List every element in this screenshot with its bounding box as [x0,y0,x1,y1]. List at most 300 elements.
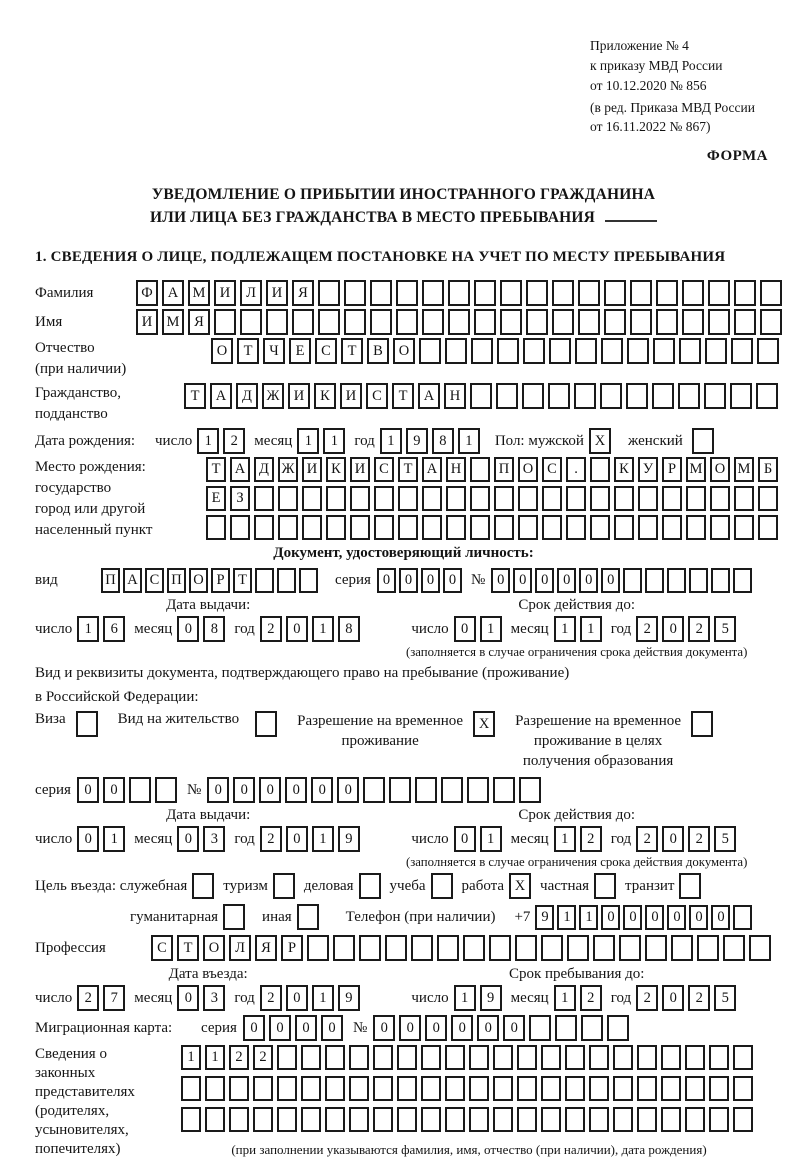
form-cell[interactable]: С [145,568,164,593]
form-cell[interactable] [446,515,466,540]
form-cell[interactable] [467,777,489,803]
form-cell[interactable]: 0 [662,616,684,642]
form-cell[interactable]: 1 [103,826,125,852]
form-cell[interactable] [254,515,274,540]
form-cell[interactable]: 0 [286,616,308,642]
form-cell[interactable]: 9 [535,905,554,930]
form-cell[interactable] [333,935,355,961]
form-cell[interactable] [359,873,381,899]
form-cell[interactable] [253,1076,273,1101]
form-cell[interactable]: П [101,568,120,593]
form-cell[interactable]: 9 [338,985,360,1011]
form-cell[interactable]: 0 [295,1015,317,1041]
form-cell[interactable]: 1 [579,905,598,930]
form-cell[interactable]: И [266,280,288,306]
form-cell[interactable] [709,1107,729,1132]
form-cell[interactable] [397,1076,417,1101]
form-cell[interactable] [637,1076,657,1101]
form-cell[interactable] [373,1045,393,1070]
form-cell[interactable]: 0 [513,568,532,593]
form-cell[interactable] [344,309,366,335]
form-cell[interactable] [515,935,537,961]
form-cell[interactable]: 0 [259,777,281,803]
form-cell[interactable] [552,280,574,306]
form-cell[interactable]: 1 [312,616,334,642]
form-cell[interactable] [601,338,623,364]
form-cell[interactable] [604,280,626,306]
form-cell[interactable] [541,1076,561,1101]
form-cell[interactable]: 3 [203,985,225,1011]
form-cell[interactable] [445,338,467,364]
form-cell[interactable] [517,1076,537,1101]
form-cell[interactable]: 0 [207,777,229,803]
form-cell[interactable] [396,309,418,335]
form-cell[interactable] [607,1015,629,1041]
form-cell[interactable]: Т [392,383,414,409]
form-cell[interactable] [255,568,274,593]
form-cell[interactable]: 5 [714,826,736,852]
form-cell[interactable]: О [393,338,415,364]
form-cell[interactable] [686,515,706,540]
form-cell[interactable]: Б [758,457,778,482]
form-cell[interactable]: 0 [451,1015,473,1041]
form-cell[interactable]: С [315,338,337,364]
form-cell[interactable]: 1 [297,428,319,454]
form-cell[interactable]: Я [188,309,210,335]
form-cell[interactable] [398,486,418,511]
form-cell[interactable] [638,515,658,540]
form-cell[interactable] [653,338,675,364]
form-cell[interactable] [273,873,295,899]
form-cell[interactable]: У [638,457,658,482]
form-cell[interactable] [419,338,441,364]
form-cell[interactable] [567,935,589,961]
form-cell[interactable]: 2 [636,985,658,1011]
form-cell[interactable]: П [167,568,186,593]
form-cell[interactable]: Ж [262,383,284,409]
form-cell[interactable]: 3 [203,826,225,852]
form-cell[interactable] [493,777,515,803]
form-cell[interactable] [756,383,778,409]
form-cell[interactable] [661,1045,681,1070]
form-cell[interactable] [734,486,754,511]
form-cell[interactable] [181,1076,201,1101]
form-cell[interactable] [614,486,634,511]
form-cell[interactable]: X [589,428,611,454]
form-cell[interactable]: 0 [243,1015,265,1041]
form-cell[interactable]: 0 [623,905,642,930]
form-cell[interactable] [733,1107,753,1132]
form-cell[interactable] [604,309,626,335]
form-cell[interactable] [411,935,433,961]
form-cell[interactable] [441,777,463,803]
form-cell[interactable]: О [189,568,208,593]
form-cell[interactable]: С [542,457,562,482]
form-cell[interactable] [682,280,704,306]
form-cell[interactable]: 5 [714,985,736,1011]
form-cell[interactable] [705,338,727,364]
form-cell[interactable]: 0 [601,568,620,593]
form-cell[interactable]: 2 [260,826,282,852]
form-cell[interactable] [757,338,779,364]
form-cell[interactable]: 0 [503,1015,525,1041]
form-cell[interactable] [541,935,563,961]
form-cell[interactable] [581,1015,603,1041]
form-cell[interactable]: 0 [286,826,308,852]
form-cell[interactable] [277,1045,297,1070]
form-cell[interactable] [325,1045,345,1070]
form-cell[interactable]: 0 [177,985,199,1011]
form-cell[interactable] [517,1045,537,1070]
form-cell[interactable]: И [136,309,158,335]
form-cell[interactable] [214,309,236,335]
form-cell[interactable] [589,1045,609,1070]
form-cell[interactable] [422,486,442,511]
form-cell[interactable] [277,1076,297,1101]
form-cell[interactable]: Т [184,383,206,409]
form-cell[interactable] [734,280,756,306]
form-cell[interactable]: 1 [323,428,345,454]
form-cell[interactable]: 0 [662,985,684,1011]
form-cell[interactable]: 0 [454,826,476,852]
form-cell[interactable] [374,515,394,540]
form-cell[interactable] [541,1107,561,1132]
form-cell[interactable] [552,309,574,335]
form-cell[interactable] [398,515,418,540]
form-cell[interactable]: И [350,457,370,482]
form-cell[interactable]: А [418,383,440,409]
form-cell[interactable] [240,309,262,335]
form-cell[interactable] [519,777,541,803]
form-cell[interactable] [731,338,753,364]
form-cell[interactable] [397,1045,417,1070]
form-cell[interactable] [578,309,600,335]
form-cell[interactable] [733,568,752,593]
form-cell[interactable] [299,568,318,593]
form-cell[interactable]: Р [211,568,230,593]
form-cell[interactable] [446,486,466,511]
form-cell[interactable]: М [686,457,706,482]
form-cell[interactable]: 0 [689,905,708,930]
form-cell[interactable] [575,338,597,364]
form-cell[interactable] [662,515,682,540]
form-cell[interactable]: 1 [312,826,334,852]
form-cell[interactable] [469,1076,489,1101]
form-cell[interactable] [494,515,514,540]
form-cell[interactable]: Н [446,457,466,482]
form-cell[interactable] [526,280,548,306]
form-cell[interactable] [301,1045,321,1070]
form-cell[interactable] [548,383,570,409]
form-cell[interactable] [565,1045,585,1070]
form-cell[interactable] [679,338,701,364]
form-cell[interactable] [229,1107,249,1132]
form-cell[interactable] [359,935,381,961]
form-cell[interactable] [302,515,322,540]
form-cell[interactable] [437,935,459,961]
form-cell[interactable] [711,568,730,593]
form-cell[interactable]: А [123,568,142,593]
form-cell[interactable] [600,383,622,409]
form-cell[interactable]: 2 [229,1045,249,1070]
form-cell[interactable]: 0 [321,1015,343,1041]
form-cell[interactable] [555,1015,577,1041]
form-cell[interactable]: О [203,935,225,961]
form-cell[interactable] [733,1076,753,1101]
form-cell[interactable] [474,280,496,306]
form-cell[interactable] [374,486,394,511]
form-cell[interactable] [266,309,288,335]
form-cell[interactable] [656,280,678,306]
form-cell[interactable]: И [302,457,322,482]
form-cell[interactable] [758,515,778,540]
form-cell[interactable] [229,1076,249,1101]
form-cell[interactable] [565,1076,585,1101]
form-cell[interactable]: М [188,280,210,306]
form-cell[interactable]: 0 [233,777,255,803]
form-cell[interactable] [760,280,782,306]
form-cell[interactable]: Я [255,935,277,961]
form-cell[interactable]: 9 [338,826,360,852]
form-cell[interactable] [494,486,514,511]
form-cell[interactable] [565,1107,585,1132]
form-cell[interactable] [709,1076,729,1101]
form-cell[interactable] [578,280,600,306]
form-cell[interactable] [685,1107,705,1132]
form-cell[interactable] [350,515,370,540]
form-cell[interactable] [589,1107,609,1132]
form-cell[interactable] [422,309,444,335]
form-cell[interactable] [230,515,250,540]
form-cell[interactable]: 1 [77,616,99,642]
form-cell[interactable]: Т [206,457,226,482]
form-cell[interactable] [518,486,538,511]
form-cell[interactable]: 0 [77,826,99,852]
form-cell[interactable] [645,935,667,961]
form-cell[interactable] [590,457,610,482]
form-cell[interactable] [679,873,701,899]
form-cell[interactable] [566,486,586,511]
form-cell[interactable] [206,515,226,540]
form-cell[interactable]: 0 [421,568,440,593]
form-cell[interactable] [496,383,518,409]
form-cell[interactable]: З [230,486,250,511]
form-cell[interactable]: В [367,338,389,364]
form-cell[interactable] [445,1107,465,1132]
form-cell[interactable] [749,935,771,961]
form-cell[interactable]: 0 [667,905,686,930]
form-cell[interactable] [445,1076,465,1101]
form-cell[interactable] [421,1045,441,1070]
form-cell[interactable] [445,1045,465,1070]
form-cell[interactable] [730,383,752,409]
form-cell[interactable] [517,1107,537,1132]
form-cell[interactable] [422,515,442,540]
form-cell[interactable] [523,338,545,364]
form-cell[interactable]: Ф [136,280,158,306]
form-cell[interactable]: 0 [645,905,664,930]
form-cell[interactable] [758,486,778,511]
form-cell[interactable] [661,1076,681,1101]
form-cell[interactable] [686,486,706,511]
form-cell[interactable]: 2 [580,826,602,852]
form-cell[interactable]: 0 [399,568,418,593]
form-cell[interactable] [470,457,490,482]
form-cell[interactable]: Ж [278,457,298,482]
form-cell[interactable]: 2 [253,1045,273,1070]
form-cell[interactable]: 5 [714,616,736,642]
form-cell[interactable]: 0 [103,777,125,803]
form-cell[interactable] [223,904,245,930]
form-cell[interactable]: М [734,457,754,482]
form-cell[interactable] [637,1107,657,1132]
form-cell[interactable]: 0 [443,568,462,593]
form-cell[interactable] [623,568,642,593]
form-cell[interactable]: Н [444,383,466,409]
form-cell[interactable] [656,309,678,335]
form-cell[interactable] [349,1107,369,1132]
form-cell[interactable] [155,777,177,803]
form-cell[interactable] [594,873,616,899]
form-cell[interactable]: К [314,383,336,409]
form-cell[interactable]: 0 [601,905,620,930]
form-cell[interactable] [500,280,522,306]
form-cell[interactable] [678,383,700,409]
form-cell[interactable]: Т [237,338,259,364]
form-cell[interactable] [630,280,652,306]
form-cell[interactable] [529,1015,551,1041]
form-cell[interactable] [307,935,329,961]
form-cell[interactable] [566,515,586,540]
form-cell[interactable] [652,383,674,409]
form-cell[interactable] [723,935,745,961]
form-cell[interactable] [396,280,418,306]
form-cell[interactable]: Т [398,457,418,482]
form-cell[interactable] [542,515,562,540]
form-cell[interactable]: 0 [491,568,510,593]
form-cell[interactable]: И [340,383,362,409]
form-cell[interactable]: 2 [260,985,282,1011]
form-cell[interactable]: 1 [554,826,576,852]
form-cell[interactable] [497,338,519,364]
form-cell[interactable]: М [162,309,184,335]
form-cell[interactable] [708,280,730,306]
form-cell[interactable]: Е [206,486,226,511]
form-cell[interactable]: X [509,873,531,899]
form-cell[interactable] [474,309,496,335]
form-cell[interactable] [277,568,296,593]
form-cell[interactable] [638,486,658,511]
form-cell[interactable]: 9 [480,985,502,1011]
form-cell[interactable]: 0 [535,568,554,593]
form-cell[interactable]: Д [254,457,274,482]
form-cell[interactable]: 6 [103,616,125,642]
form-cell[interactable] [613,1045,633,1070]
form-cell[interactable] [254,486,274,511]
form-cell[interactable]: . [566,457,586,482]
form-cell[interactable]: Ч [263,338,285,364]
form-cell[interactable] [397,1107,417,1132]
form-cell[interactable]: О [518,457,538,482]
form-cell[interactable] [349,1076,369,1101]
form-cell[interactable] [470,515,490,540]
form-cell[interactable] [630,309,652,335]
form-cell[interactable]: К [326,457,346,482]
form-cell[interactable]: 0 [477,1015,499,1041]
form-cell[interactable] [431,873,453,899]
form-cell[interactable]: 1 [454,985,476,1011]
form-cell[interactable]: А [230,457,250,482]
form-cell[interactable] [593,935,615,961]
form-cell[interactable] [614,515,634,540]
form-cell[interactable] [302,486,322,511]
form-cell[interactable] [469,1107,489,1132]
form-cell[interactable]: А [210,383,232,409]
form-cell[interactable]: 0 [662,826,684,852]
form-cell[interactable]: О [710,457,730,482]
form-cell[interactable] [542,486,562,511]
form-cell[interactable]: П [494,457,514,482]
form-cell[interactable]: 2 [688,985,710,1011]
form-cell[interactable] [129,777,151,803]
form-cell[interactable]: Р [662,457,682,482]
form-cell[interactable] [385,935,407,961]
form-cell[interactable] [493,1076,513,1101]
form-cell[interactable] [470,486,490,511]
form-cell[interactable] [373,1107,393,1132]
form-cell[interactable]: 0 [337,777,359,803]
form-cell[interactable]: К [614,457,634,482]
form-cell[interactable]: 1 [181,1045,201,1070]
form-cell[interactable]: 7 [103,985,125,1011]
form-cell[interactable] [589,1076,609,1101]
form-cell[interactable]: Т [177,935,199,961]
form-cell[interactable]: О [211,338,233,364]
form-cell[interactable] [710,486,730,511]
form-cell[interactable] [667,568,686,593]
form-cell[interactable] [422,280,444,306]
form-cell[interactable]: 8 [338,616,360,642]
form-cell[interactable]: 2 [260,616,282,642]
form-cell[interactable]: 1 [205,1045,225,1070]
form-cell[interactable] [689,568,708,593]
form-cell[interactable]: И [214,280,236,306]
form-cell[interactable] [619,935,641,961]
form-cell[interactable]: 1 [312,985,334,1011]
form-cell[interactable]: Л [240,280,262,306]
form-cell[interactable]: 0 [177,616,199,642]
form-cell[interactable]: 1 [580,616,602,642]
form-cell[interactable] [373,1076,393,1101]
form-cell[interactable] [590,486,610,511]
form-cell[interactable] [708,309,730,335]
form-cell[interactable] [278,515,298,540]
form-cell[interactable]: 0 [311,777,333,803]
form-cell[interactable]: 0 [373,1015,395,1041]
form-cell[interactable] [760,309,782,335]
form-cell[interactable]: 1 [458,428,480,454]
form-cell[interactable]: Р [281,935,303,961]
form-cell[interactable]: И [288,383,310,409]
form-cell[interactable]: А [162,280,184,306]
form-cell[interactable] [671,935,693,961]
form-cell[interactable] [627,338,649,364]
form-cell[interactable]: 1 [554,985,576,1011]
form-cell[interactable] [682,309,704,335]
form-cell[interactable] [301,1107,321,1132]
form-cell[interactable]: Т [341,338,363,364]
form-cell[interactable]: Т [233,568,252,593]
